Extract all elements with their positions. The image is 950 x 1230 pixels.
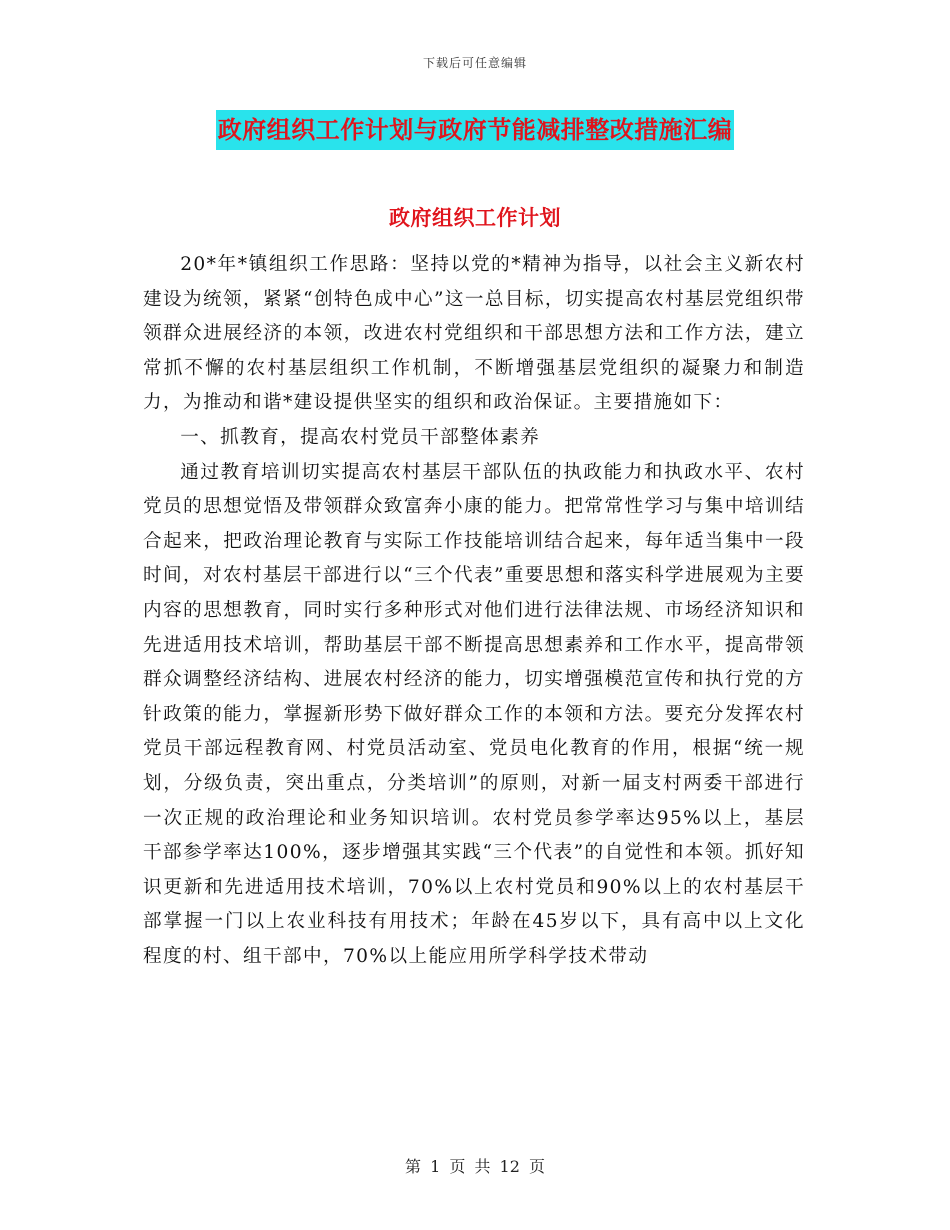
main-title-container <box>0 110 950 150</box>
page-header-note: 下载后可任意编辑 <box>422 56 527 70</box>
document-main-title: 政府组织工作计划与政府节能减排整改措施汇编 <box>216 110 735 150</box>
paragraph-education: 通过教育培训切实提高农村基层干部队伍的执政能力和执政水平、农村党员的思想觉悟及带领群众致富奔小康的能力。把常常性学习与集中培训结合起来，把政治理论教育与实际工作技能培训结合起来，每年适当集中一段时间，对农村基层干部进行以“三个代表”重要思想和落实科学进展观为主要内容的思想教育，同时实行多种形式对他们进行法律法规、市场经济知识和先进适用技术培训，帮助基层干部不断提高思想素养和工作水平，提高带领群众调整经济结构、进展农村经济的能力，切实增强模范宣传和执行党的方针政策的能力，掌握新形势下做好群众工作的本领和方法。要充分发挥农村党员干部远程教育网、村党员活动室、党员电化教育的作用，根据“统一规划，分级负责，突出重点，分类培训”的原则，对新一届支村两委干部进行一次正规的政治理论和业务知识培训。农村党员参学率达95%以上，基层干部参学率达100%，逐步增强其实践“三个代表”的自觉性和本领。抓好知识更新和先进适用技术培训，70%以上农村党员和90%以上的农村基层干部掌握一门以上农业科技有用技术；年龄在45岁以下，具有高中以上文化程度的村、组干部中，70%以上能应用所学科学技术带动 <box>143 461 805 967</box>
document-body <box>143 248 805 974</box>
page-number-footer: 第 1 页 共 12 页 <box>405 1157 545 1176</box>
paragraph-heading-one: 一、抓教育，提高农村党员干部整体素养 <box>180 426 541 448</box>
paragraph-intro: 20*年*镇组织工作思路：坚持以党的*精神为指导，以社会主义新农村建设为统领，紧紧“创特色成中心”这一总目标，切实提高农村基层党组织带领群众进展经济的本领，改进农村党组织和干部思想方法和工作方法，建立常抓不懈的农村基层组织工作机制，不断增强基层党组织的凝聚力和制造力，为推动和谐*建设提供坚实的组织和政治保证。主要措施如下： <box>143 254 805 414</box>
section-title: 政府组织工作计划 <box>389 205 561 230</box>
